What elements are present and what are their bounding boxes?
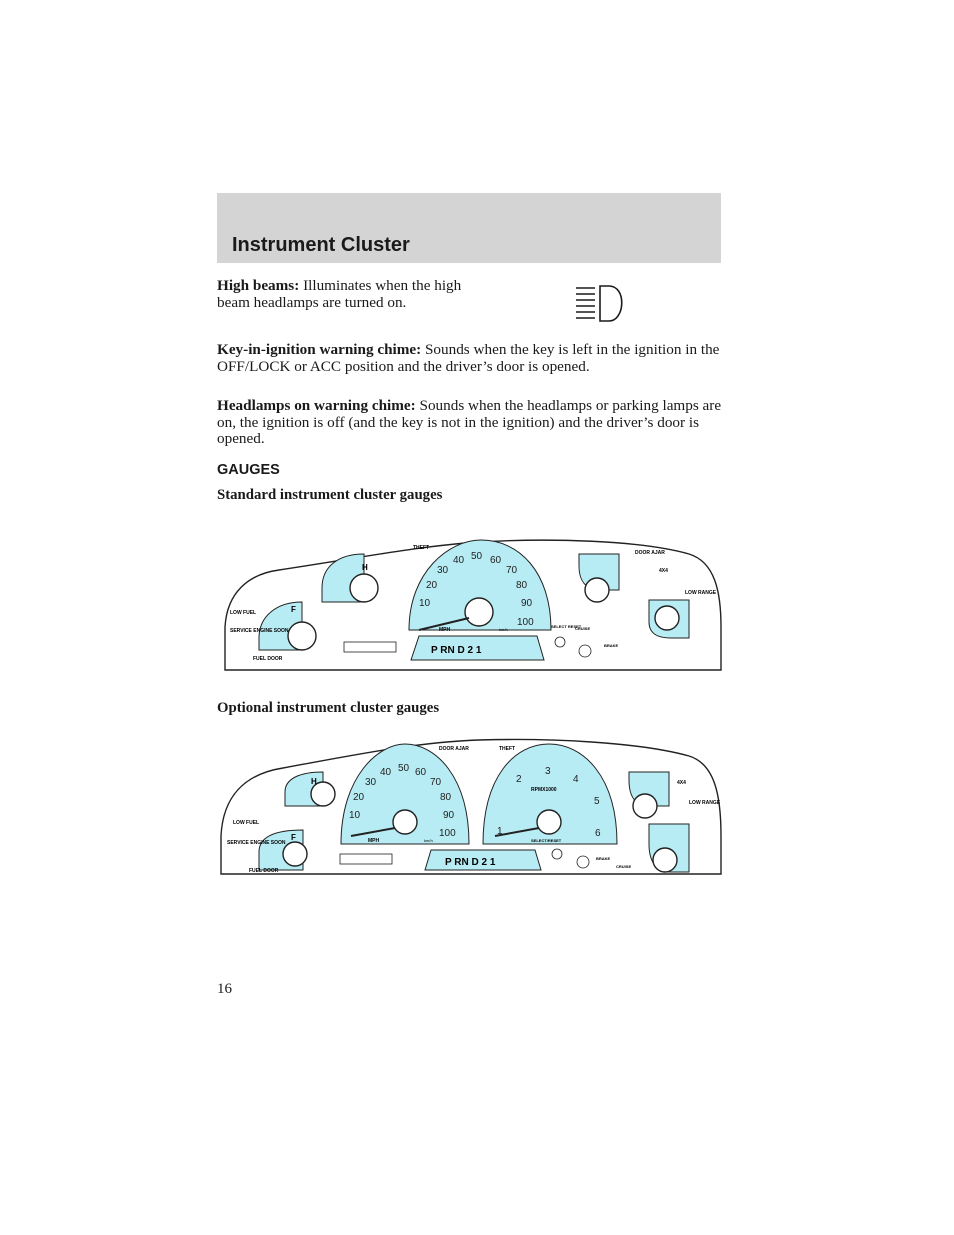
std-select-reset-label: SELECT RESET <box>551 624 582 629</box>
opt-speed-50: 50 <box>398 763 410 774</box>
std-low-range-label: LOW RANGE <box>685 590 717 596</box>
high-beams-paragraph <box>217 278 487 311</box>
std-unit-mph: MPH <box>439 627 451 633</box>
page-number: 16 <box>217 981 232 997</box>
opt-brake-label: BRAKE <box>596 856 611 861</box>
std-speed-20: 20 <box>426 580 438 591</box>
key-chime-term: Key-in-ignition warning chime: <box>217 341 422 358</box>
std-speed-60: 60 <box>490 555 502 566</box>
opt-speed-60: 60 <box>415 767 427 778</box>
key-chime-paragraph <box>217 342 722 375</box>
opt-fuel-door-label: FUEL DOOR <box>249 868 279 874</box>
opt-tach-1: 1 <box>497 826 503 837</box>
std-speed-70: 70 <box>506 565 518 576</box>
std-prndl: P RN D 2 1 <box>431 645 482 656</box>
std-service-engine-label: SERVICE ENGINE SOON <box>230 628 289 634</box>
headlamp-chime-paragraph <box>217 398 722 448</box>
opt-fuel-f-label: F <box>291 833 296 842</box>
opt-speed-80: 80 <box>440 792 452 803</box>
std-speed-90: 90 <box>521 598 533 609</box>
std-fuel-f-label: F <box>291 605 296 614</box>
std-speed-10: 10 <box>419 598 431 609</box>
key-chime-text: Sounds when the key is left in the ignition in the OFF/LOCK or ACC position and the driver’s door is opened. <box>217 341 720 375</box>
opt-service-engine-label: SERVICE ENGINE SOON <box>227 840 286 846</box>
opt-4x4-label: 4X4 <box>677 780 686 786</box>
opt-tach-3: 3 <box>545 766 551 777</box>
opt-door-ajar-label: DOOR AJAR <box>439 746 469 752</box>
opt-low-fuel-label: LOW FUEL <box>233 820 260 826</box>
opt-cruise-label: CRUISE <box>616 864 632 869</box>
page-title: Instrument Cluster <box>232 234 410 256</box>
opt-speed-30: 30 <box>365 777 377 788</box>
std-speed-30: 30 <box>437 565 449 576</box>
high-beam-icon <box>573 285 629 323</box>
opt-theft-label: THEFT <box>499 746 516 752</box>
std-speed-100: 100 <box>517 617 534 628</box>
std-speed-80: 80 <box>516 580 528 591</box>
opt-speed-10: 10 <box>349 810 361 821</box>
section-header <box>217 193 721 263</box>
std-brake-label: BRAKE <box>604 643 619 648</box>
opt-select-reset-label: SELECT/RESET <box>531 838 562 843</box>
opt-unit-mph: MPH <box>368 838 380 844</box>
std-4x4-label: 4X4 <box>659 568 668 574</box>
opt-speed-100: 100 <box>439 828 456 839</box>
opt-temp-h-label: H <box>311 777 317 786</box>
opt-unit-kmh: km/h <box>424 838 433 843</box>
high-beams-text: Illuminates when the high beam headlamps are turned on. <box>217 277 462 311</box>
opt-low-range-label: LOW RANGE <box>689 800 721 806</box>
opt-tach-4: 4 <box>573 774 579 785</box>
std-cruise-label: CRUISE <box>575 626 591 631</box>
high-beams-term: High beams: <box>217 277 300 294</box>
std-unit-kmh: km/h <box>499 627 508 632</box>
opt-speed-20: 20 <box>353 792 365 803</box>
opt-tach-2: 2 <box>516 774 522 785</box>
opt-speed-70: 70 <box>430 777 442 788</box>
opt-tach-label: RPMX1000 <box>531 787 557 793</box>
std-low-fuel-label: LOW FUEL <box>230 610 257 616</box>
opt-prndl: P RN D 2 1 <box>445 857 496 868</box>
opt-speed-90: 90 <box>443 810 455 821</box>
opt-tach-5: 5 <box>594 796 600 807</box>
optional-instrument-cluster <box>219 736 722 886</box>
headlamp-chime-term: Headlamps on warning chime: <box>217 397 416 414</box>
std-speed-40: 40 <box>453 555 465 566</box>
std-speed-50: 50 <box>471 551 483 562</box>
std-temp-h-label: H <box>362 563 368 572</box>
opt-speed-40: 40 <box>380 767 392 778</box>
optional-cluster-title: Optional instrument cluster gauges <box>217 700 440 716</box>
headlamp-chime-text: Sounds when the headlamps or parking lamps are on, the ignition is off (and the key is not in the ignition) and the driver’s door is opened. <box>217 397 722 448</box>
gauges-heading: GAUGES <box>217 462 280 478</box>
std-fuel-door-label: FUEL DOOR <box>253 656 283 662</box>
std-theft-label: THEFT <box>413 545 430 551</box>
opt-tach-6: 6 <box>595 828 601 839</box>
std-door-ajar-label: DOOR AJAR <box>635 550 665 556</box>
standard-cluster-title: Standard instrument cluster gauges <box>217 487 443 503</box>
standard-instrument-cluster <box>219 532 722 674</box>
